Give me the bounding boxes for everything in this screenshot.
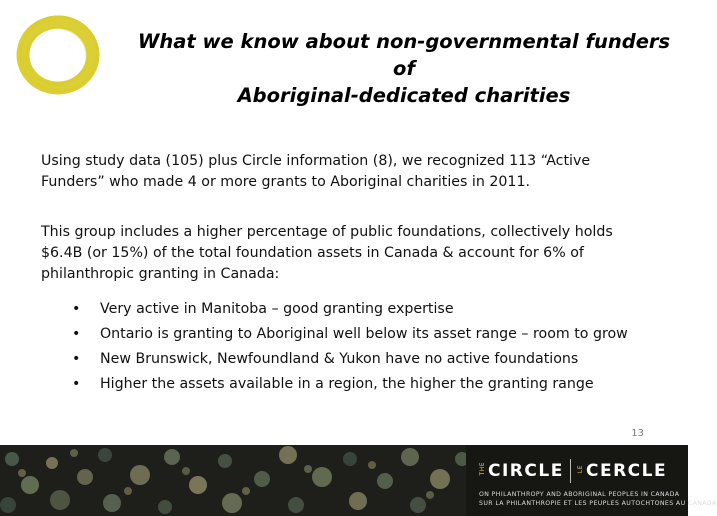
brand-cercle-wordmark: CERCLE	[586, 461, 668, 481]
bullet-item	[60, 347, 670, 372]
circle-logo-icon	[8, 8, 108, 100]
circle-brand-block	[466, 445, 717, 516]
bullet-text: Ontario is granting to Aboriginal well below its asset range – room to grow	[100, 326, 628, 342]
brand-the-label: THE	[479, 462, 486, 476]
brand-tagline-fr: SUR LA PHILANTHROPIE ET LES PEUPLES AUTOCHTONES AU CANADA	[479, 500, 717, 507]
paragraph-group-details: This group includes a higher percentage of public foundations, collectively holds $6.4B (or 15%) of the total foundation assets in Canada & account for 6% of philanthropic granting in Canada:	[41, 224, 613, 282]
bullet-dot-icon: •	[72, 326, 81, 342]
paragraph-active-funders: Using study data (105) plus Circle information (8), we recognized 113 “Active Funders” who made 4 or more grants to Aboriginal charities in 2011.	[41, 153, 591, 190]
bullet-item	[60, 297, 670, 322]
bullet-item	[60, 372, 670, 397]
bullet-text: Higher the assets available in a region, the higher the granting range	[100, 376, 594, 392]
title-line-2: Aboriginal-dedicated charities	[237, 84, 571, 107]
bullet-dot-icon: •	[72, 376, 81, 392]
bullet-item	[60, 322, 670, 347]
brand-divider	[570, 459, 571, 483]
bullet-list	[60, 297, 670, 397]
slide-title	[130, 28, 678, 109]
bullet-dot-icon: •	[72, 301, 81, 317]
page-number: 13	[631, 428, 644, 439]
bullet-text: New Brunswick, Newfoundland & Yukon have no active foundations	[100, 351, 579, 367]
title-line-1: What we know about non-governmental funders of	[137, 30, 671, 80]
brand-circle-wordmark: CIRCLE	[488, 461, 564, 481]
brand-le-label: LE	[577, 465, 584, 474]
bullet-text: Very active in Manitoba – good granting expertise	[100, 301, 454, 317]
bullet-dot-icon: •	[72, 351, 81, 367]
brand-tagline-en: ON PHILANTHROPY AND ABORIGINAL PEOPLES IN CANADA	[479, 491, 680, 498]
